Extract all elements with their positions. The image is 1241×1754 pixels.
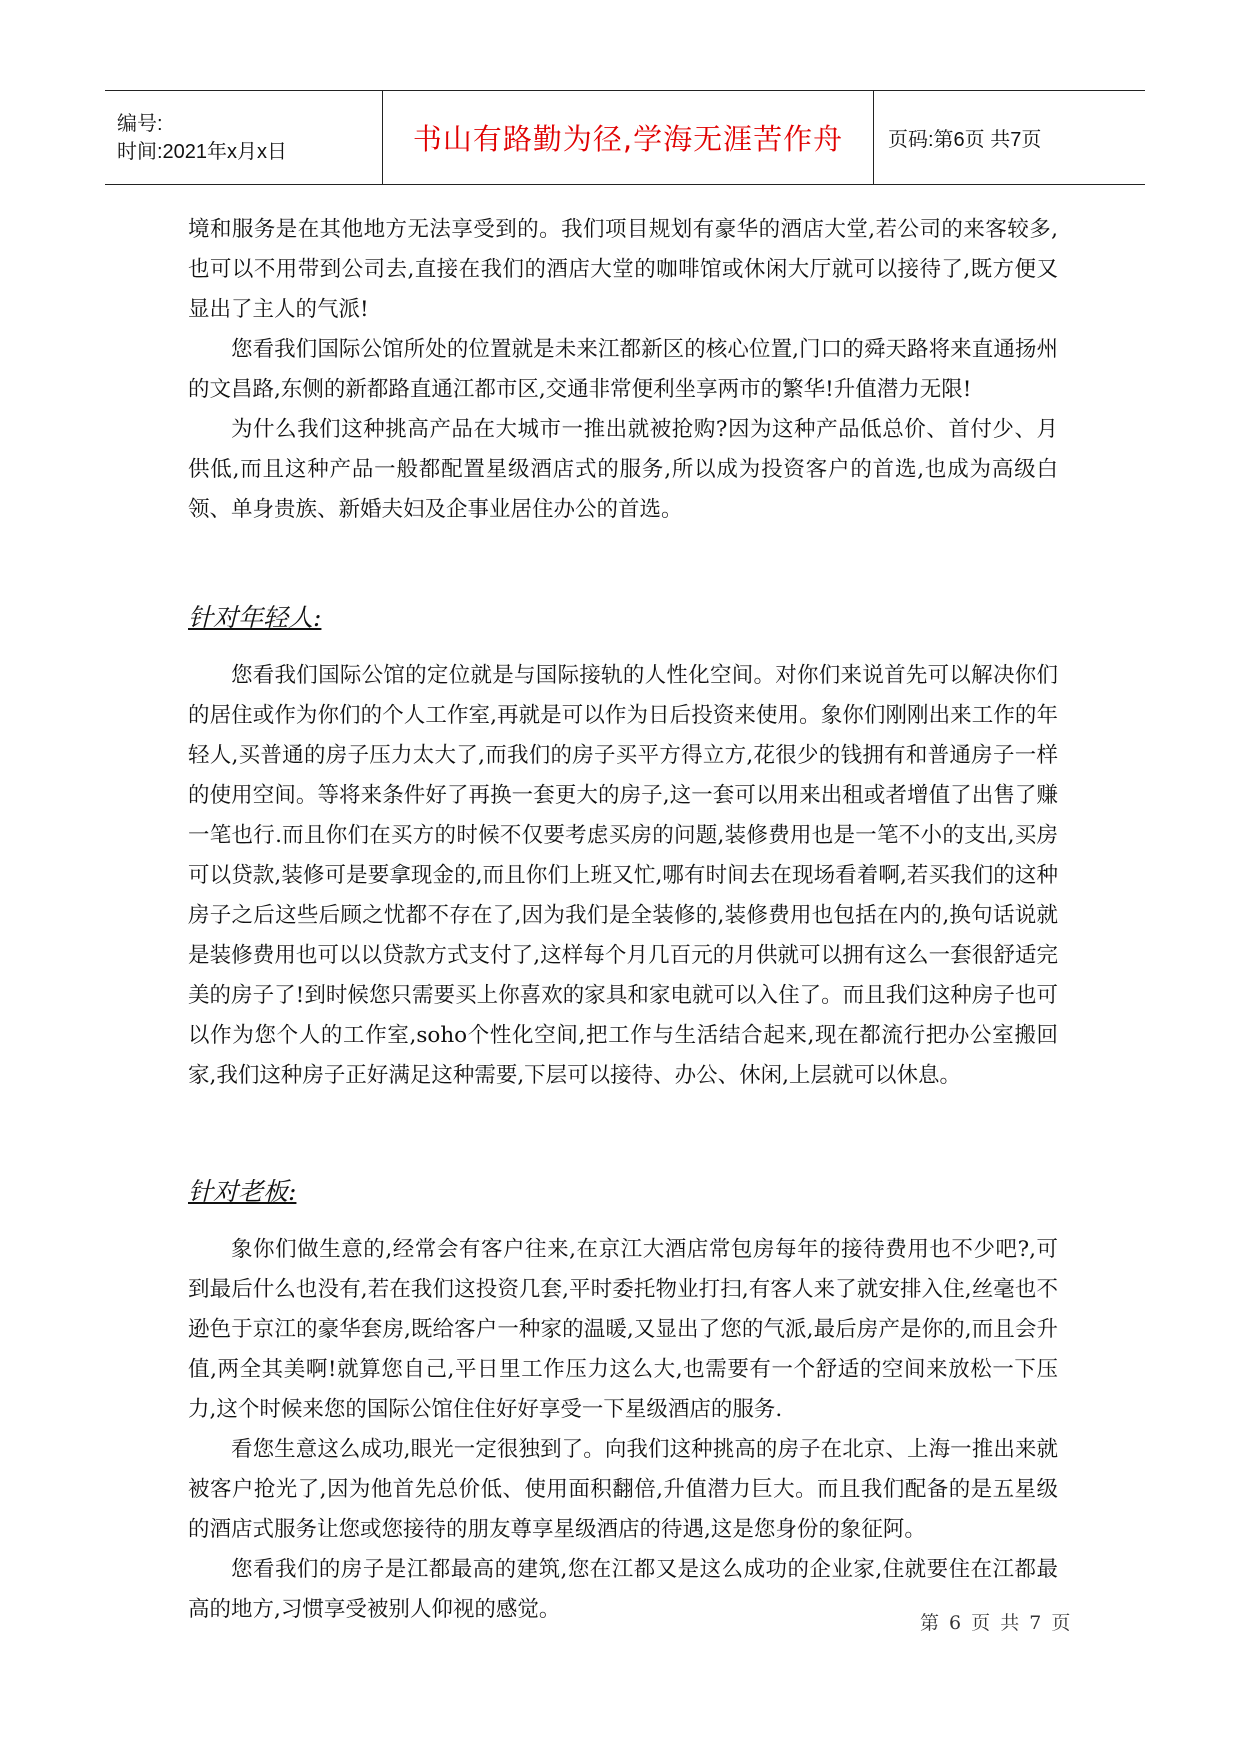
section-title-young: 针对年轻人: — [188, 603, 322, 632]
header-meta — [105, 91, 383, 184]
paragraph: 看您生意这么成功,眼光一定很独到了。向我们这种挑高的房子在北京、上海一推出来就被客户抢光了,因为他首先总价低、使用面积翻倍,升值潜力巨大。而且我们配备的是五星级的酒店式服务让您或您接待的朋友尊享星级酒店的待遇,这是您身份的象征阿。 — [188, 1437, 1058, 1542]
paragraph: 您看我们国际公馆所处的位置就是未来江都新区的核心位置,门口的舜天路将来直通扬州的文昌路,东侧的新都路直通江都市区,交通非常便利坐享两市的繁华!升值潜力无限! — [188, 337, 1058, 402]
time-label: 时间:2021年x月x日 — [117, 140, 288, 163]
document-body — [188, 210, 1058, 1630]
page-header — [105, 90, 1145, 185]
number-label: 编号: — [117, 112, 163, 135]
header-motto: 书山有路勤为径,学海无涯苦作舟 — [383, 91, 874, 184]
page-footer: 第 6 页 共 7 页 — [920, 1612, 1073, 1634]
header-page-label: 页码:第6页 共7页 — [888, 129, 1042, 151]
paragraph: 您看我们的房子是江都最高的建筑,您在江都又是这么成功的企业家,住就要住在江都最高的地方,习惯享受被别人仰视的感觉。 — [188, 1557, 1058, 1622]
paragraph: 您看我们国际公馆的定位就是与国际接轨的人性化空间。对你们来说首先可以解决你们的居住或作为你们的个人工作室,再就是可以作为日后投资来使用。象你们刚刚出来工作的年轻人,买普通的房子压力太大了,而我们的房子买平方得立方,花很少的钱拥有和普通房子一样的使用空间。等将来条件好了再换一套更大的房子,这一套可以用来出租或者增值了出售了赚一笔也行.而且你们在买方的时候不仅要考虑买房的问题,装修费用也是一笔不小的支出,买房可以贷款,装修可是要拿现金的,而且你们上班又忙,哪有时间去在现场看着啊,若买我们的这种房子之后这些后顾之忧都不存在了,因为我们是全装修的,装修费用也包括在内的,换句话说就是装修费用也可以以贷款方式支付了,这样每个月几百元的月供就可以拥有这么一套很舒适完美的房子了!到时候您只需要买上你喜欢的家具和家电就可以入住了。而且我们这种房子也可以作为您个人的工作室,soho个性化空间,把工作与生活结合起来,现在都流行把办公室搬回家,我们这种房子正好满足这种需要,下层可以接待、办公、休闲,上层就可以休息。 — [188, 663, 1058, 1088]
paragraph: 象你们做生意的,经常会有客户往来,在京江大酒店常包房每年的接待费用也不少吧?,可到最后什么也没有,若在我们这投资几套,平时委托物业打扫,有客人来了就安排入住,丝毫也不逊色于京江的豪华套房,既给客户一种家的温暖,又显出了您的气派,最后房产是你的,而且会升值,两全其美啊!就算您自己,平日里工作压力这么大,也需要有一个舒适的空间来放松一下压力,这个时候来您的国际公馆住住好好享受一下星级酒店的服务. — [188, 1237, 1058, 1422]
paragraph: 为什么我们这种挑高产品在大城市一推出就被抢购?因为这种产品低总价、首付少、月供低,而且这种产品一般都配置星级酒店式的服务,所以成为投资客户的首选,也成为高级白领、单身贵族、新婚夫妇及企事业居住办公的首选。 — [188, 417, 1058, 522]
paragraph: 境和服务是在其他地方无法享受到的。我们项目规划有豪华的酒店大堂,若公司的来客较多,也可以不用带到公司去,直接在我们的酒店大堂的咖啡馆或休闲大厅就可以接待了,既方便又显出了主人的气派! — [188, 217, 1058, 322]
section-title-boss: 针对老板: — [188, 1177, 297, 1206]
